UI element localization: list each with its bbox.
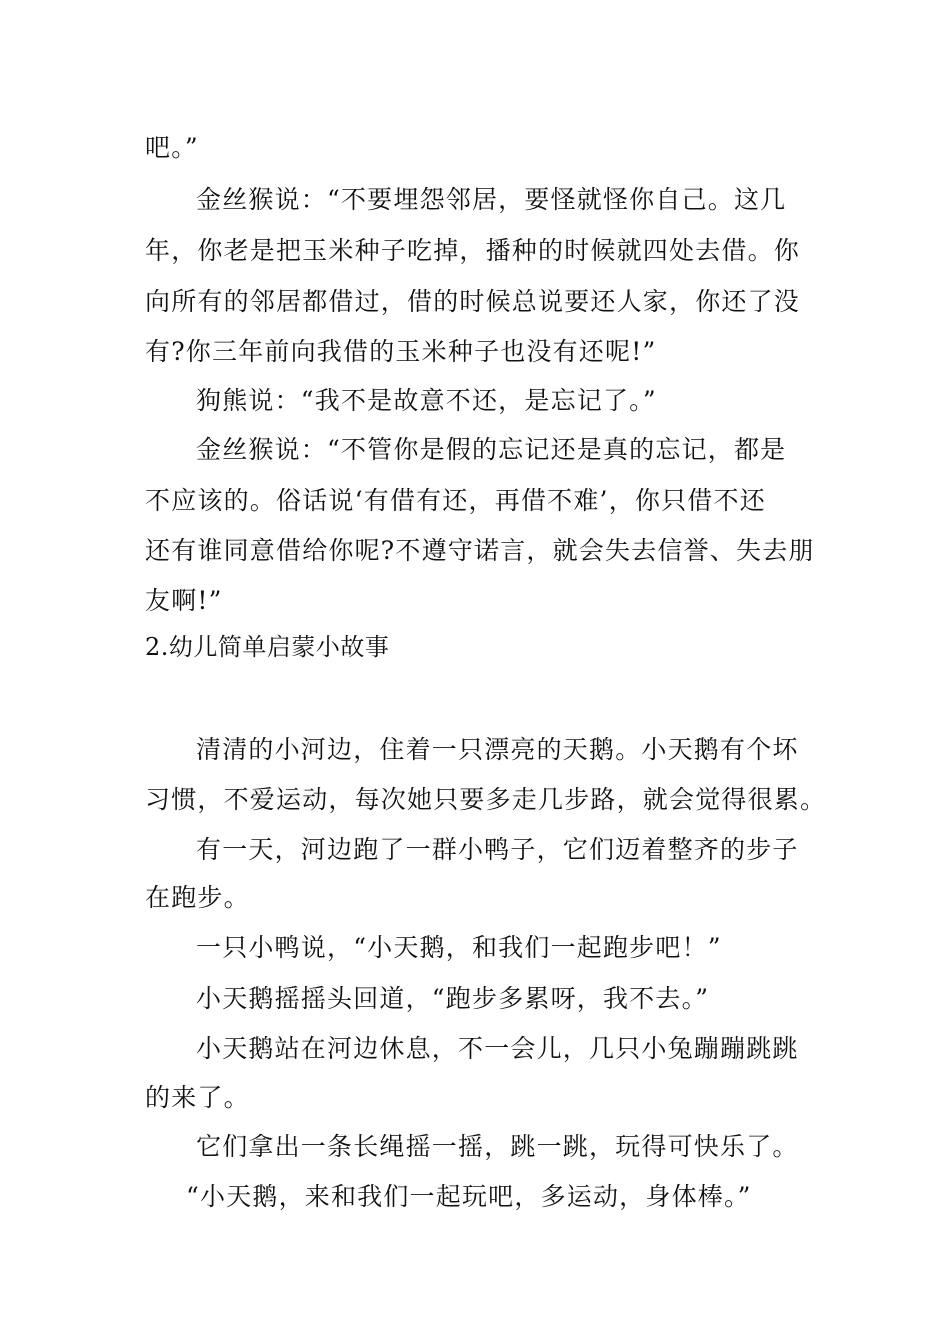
section-heading: 2.幼儿简单启蒙小故事 xyxy=(145,633,390,661)
text-line: 不应该的。俗话说‘有借有还，再借不难’，你只借不还 xyxy=(145,486,766,515)
paragraph-line: 小天鹅摇摇头回道，“跑步多累呀，我不去。” xyxy=(196,984,710,1013)
paragraph-line: 金丝猴说：“不管你是假的忘记还是真的忘记，都是 xyxy=(196,435,787,464)
paragraph-line: 狗熊说：“我不是故意不还，是忘记了。” xyxy=(196,386,657,415)
paragraph-line: 有一天，河边跑了一群小鸭子，它们迈着整齐的步子 xyxy=(196,835,799,864)
paragraph-line: 一只小鸭说，“小天鹅，和我们一起跑步吧！” xyxy=(196,933,722,962)
text-line: 还有谁同意借给你呢?不遵守诺言，就会失去信誉、失去朋 xyxy=(145,536,815,565)
paragraph-line: 金丝猴说：“不要埋怨邻居，要怪就怪你自己。这几 xyxy=(196,185,787,214)
paragraph-line: 清清的小河边，住着一只漂亮的天鹅。小天鹅有个坏 xyxy=(196,735,799,764)
text-line: 在跑步。 xyxy=(145,883,250,912)
text-line: 年，你老是把玉米种子吃掉，播种的时候就四处去借。你 xyxy=(145,236,801,265)
text-line: 友啊!” xyxy=(145,586,223,615)
paragraph-line: “小天鹅，来和我们一起玩吧，多运动，身体棒。” xyxy=(186,1182,752,1211)
text-line: 有?你三年前向我借的玉米种子也没有还呢!” xyxy=(145,337,657,366)
text-line: 的来了。 xyxy=(145,1083,250,1112)
text-line: 吧。” xyxy=(145,133,199,162)
text-line: 向所有的邻居都借过，借的时候总说要还人家，你还了没 xyxy=(145,287,801,316)
text-line: 习惯，不爱运动，每次她只要多走几步路，就会觉得很累。 xyxy=(145,785,827,814)
paragraph-line: 它们拿出一条长绳摇一摇，跳一跳，玩得可快乐了。 xyxy=(196,1132,799,1161)
paragraph-line: 小天鹅站在河边休息，不一会儿，几只小兔蹦蹦跳跳 xyxy=(196,1034,799,1063)
